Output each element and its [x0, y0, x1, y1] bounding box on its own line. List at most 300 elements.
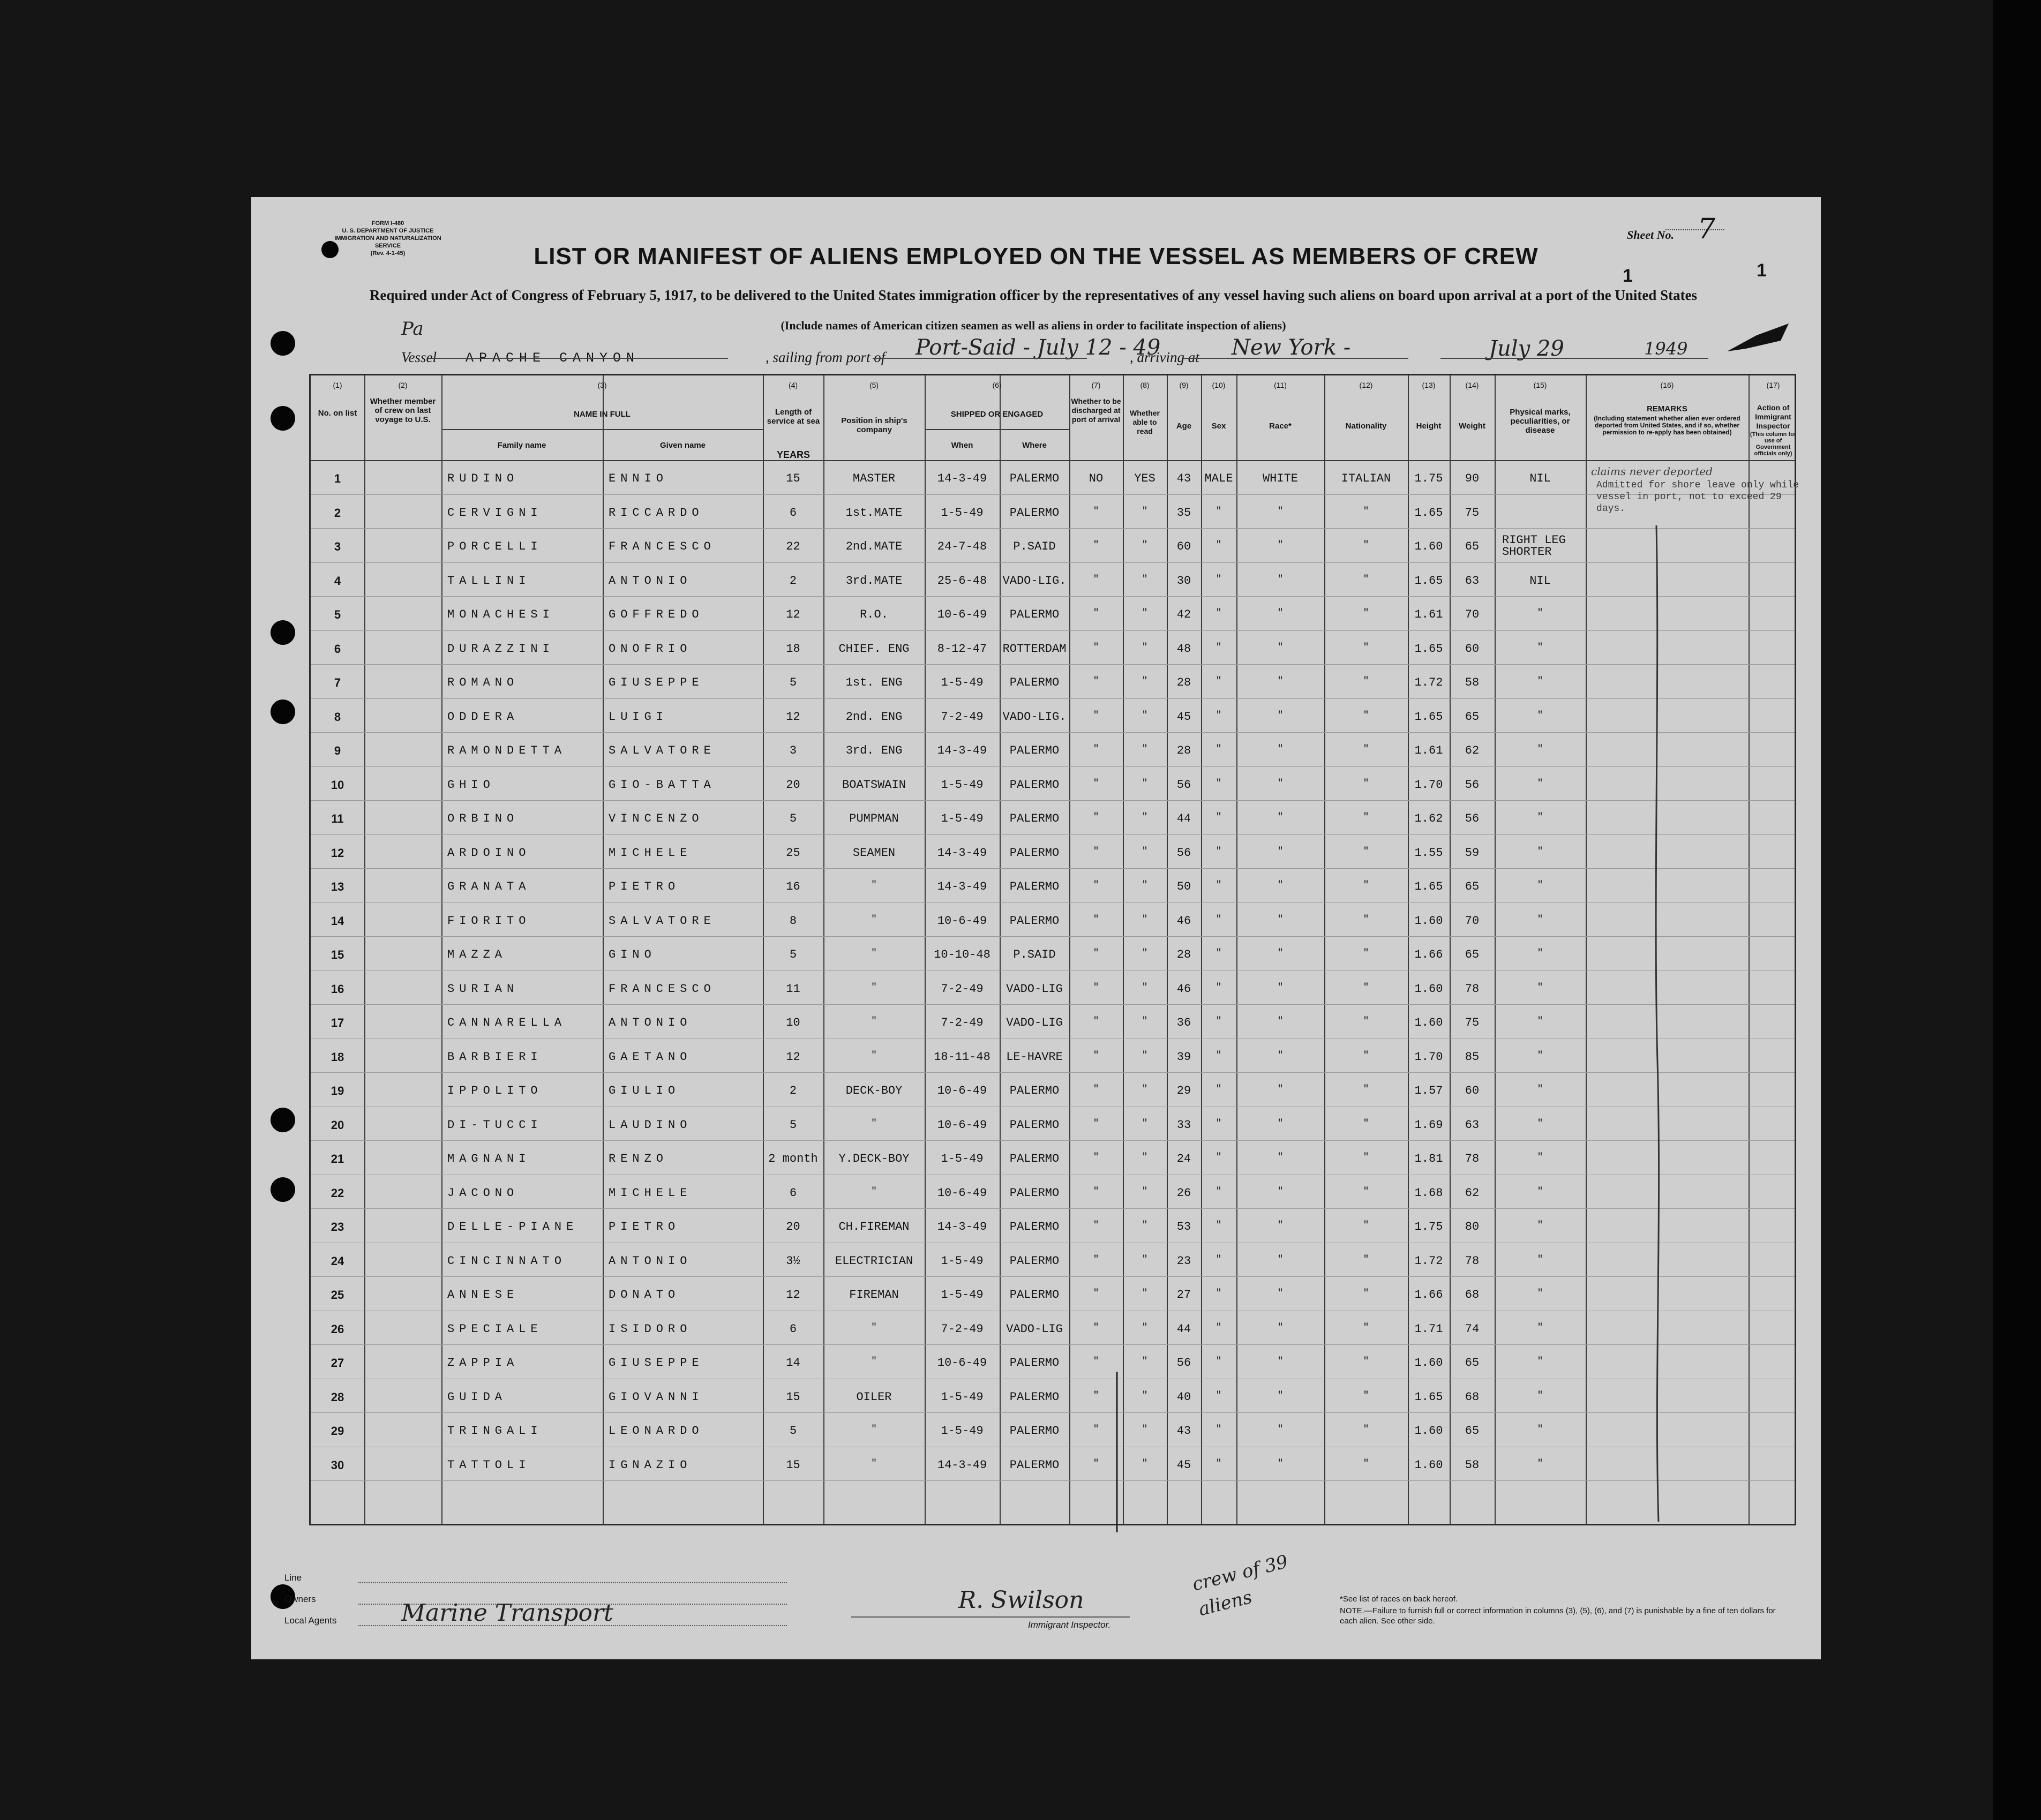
cell-where: PALERMO [1009, 1152, 1060, 1165]
ditto-mark: " [1093, 1118, 1099, 1129]
cell-given: SALVATORE [609, 744, 716, 757]
cell-family: SPECIALE [447, 1322, 543, 1336]
cell-weight: 62 [1465, 744, 1480, 757]
ditto-mark: " [871, 914, 877, 925]
header-name-in-full: NAME IN FULL [574, 410, 631, 419]
ditto-mark: " [1093, 1356, 1099, 1367]
cell-where: VADO-LIG [1006, 982, 1063, 996]
cell-position: 3rd.MATE [845, 574, 903, 588]
remarks-ditto-line [1650, 525, 1666, 1522]
cell-weight: 62 [1465, 1186, 1480, 1200]
cell-height: 1.68 [1414, 1186, 1443, 1200]
ditto-mark: " [1093, 642, 1099, 653]
cell-when: 1-5-49 [941, 1152, 984, 1165]
cell-weight: 65 [1465, 540, 1480, 553]
ditto-mark: " [1277, 574, 1284, 585]
column-number: (6) [992, 381, 1002, 389]
ditto-mark: " [1093, 540, 1099, 551]
cell-where: PALERMO [1009, 880, 1060, 893]
ditto-mark: " [1142, 710, 1148, 721]
cell-when: 10-6-49 [937, 1118, 987, 1132]
cell-height: 1.66 [1414, 948, 1443, 961]
ditto-mark: " [1537, 1016, 1543, 1027]
header-position: Position in ship's company [841, 416, 907, 434]
ditto-mark: " [1093, 812, 1099, 823]
ditto-mark: " [1363, 1322, 1369, 1333]
cell-no: 30 [331, 1458, 344, 1472]
inspector-signature: R. Swilson [958, 1586, 1084, 1614]
inspector-label: Immigrant Inspector. [1028, 1620, 1111, 1630]
cell-height: 1.75 [1414, 472, 1443, 485]
cell-weight: 75 [1465, 1016, 1480, 1029]
requirement-statement: Required under Act of Congress of February 5, 1917, to be delivered to the United States immigration officer by the representatives of any vessel having such aliens on board upon arrival at a port of the United States [369, 287, 1698, 303]
ditto-mark: " [871, 982, 877, 993]
header-discharged: Whether to be discharged at port of arrival [1071, 397, 1121, 424]
ditto-mark: " [1215, 1152, 1222, 1163]
cell-where: VADO-LIG [1006, 1016, 1063, 1029]
cell-weight: 65 [1465, 1356, 1480, 1370]
cell-when: 18-11-48 [934, 1050, 991, 1064]
cell-weight: 63 [1465, 1118, 1480, 1132]
cell-height: 1.55 [1414, 846, 1443, 860]
ditto-mark: " [1277, 642, 1284, 653]
cell-age: 44 [1176, 1322, 1191, 1336]
ditto-mark: " [871, 1016, 877, 1027]
ditto-mark: " [1142, 1322, 1148, 1333]
cell-weight: 68 [1465, 1288, 1480, 1302]
ditto-mark: " [1363, 1050, 1369, 1061]
cell-years: 2 [789, 1084, 797, 1097]
cell-years: 3 [789, 744, 797, 757]
ditto-mark: " [1277, 914, 1284, 925]
ditto-mark: " [1537, 1152, 1543, 1163]
cell-given: GOFFREDO [609, 608, 704, 621]
table-row [311, 1413, 1795, 1447]
cell-where: P.SAID [1013, 948, 1056, 961]
ditto-mark: " [1537, 914, 1543, 925]
ditto-mark: " [1142, 982, 1148, 993]
cell-height: 1.61 [1414, 744, 1443, 757]
cell-position: ELECTRICIAN [835, 1254, 913, 1268]
cell-weight: 70 [1465, 608, 1480, 621]
ditto-mark: " [1215, 676, 1222, 687]
cell-years: 5 [789, 676, 797, 689]
cell-years: 18 [786, 642, 800, 656]
crew-table [309, 374, 1799, 1525]
cell-when: 1-5-49 [941, 1424, 984, 1438]
column-number: (4) [788, 381, 798, 389]
cell-height: 1.65 [1414, 710, 1443, 724]
cell-position: CHIEF. ENG [838, 642, 910, 656]
ditto-mark: " [1277, 506, 1284, 517]
ditto-mark: " [1537, 948, 1543, 959]
ditto-mark: " [1537, 846, 1543, 857]
row-rule [311, 1140, 1795, 1141]
cell-age: 28 [1176, 948, 1191, 961]
cell-position: PUMPMAN [849, 812, 899, 825]
cell-family: PORCELLI [447, 540, 543, 553]
cell-family: FIORITO [447, 914, 531, 928]
ditto-mark: " [871, 1186, 877, 1197]
cell-age: 56 [1176, 1356, 1191, 1370]
cell-given: GINO [609, 948, 656, 961]
cell-when: 7-2-49 [941, 1016, 984, 1029]
cell-where: PALERMO [1009, 676, 1060, 689]
cell-when: 14-3-49 [937, 1220, 987, 1234]
table-row [311, 1345, 1795, 1379]
column-number: (7) [1091, 381, 1101, 389]
ditto-mark: " [1093, 506, 1099, 517]
ditto-mark: " [1093, 744, 1099, 755]
ditto-mark: " [1537, 1118, 1543, 1129]
column-number: (1) [333, 381, 342, 389]
cell-where: PALERMO [1009, 1084, 1060, 1097]
ditto-mark: " [1215, 1118, 1222, 1129]
ditto-mark: " [1537, 1186, 1543, 1197]
date-underline [1440, 358, 1708, 359]
cell-no: 17 [331, 1016, 344, 1029]
cell-height: 1.65 [1414, 574, 1443, 588]
header-years: YEARS [776, 449, 810, 460]
cell-marks: NIL [1529, 574, 1551, 588]
cell-weight: 78 [1465, 982, 1480, 996]
cell-given: LUIGI [609, 710, 669, 724]
cell-years: 12 [786, 1288, 800, 1302]
ditto-mark: " [1215, 1390, 1222, 1401]
ditto-mark: " [1215, 1084, 1222, 1095]
cell-position: 2nd. ENG [845, 710, 903, 724]
table-row [311, 1312, 1795, 1345]
table-row [311, 597, 1795, 631]
cell-when: 10-6-49 [937, 1084, 987, 1097]
cell-weight: 59 [1465, 846, 1480, 860]
vessel-name: APACHE CANYON [466, 350, 640, 366]
cell-weight: 90 [1465, 472, 1480, 485]
ditto-mark: " [1142, 1186, 1148, 1197]
row-rule [311, 1480, 1795, 1481]
ditto-mark: " [1215, 744, 1222, 755]
cell-given: GIO-BATTA [609, 778, 716, 792]
ditto-mark: " [871, 1118, 877, 1129]
cell-where: PALERMO [1009, 1424, 1060, 1438]
cell-years: 12 [786, 1050, 800, 1064]
cell-given: SALVATORE [609, 914, 716, 928]
cell-where: ROTTERDAM [1002, 642, 1067, 656]
ditto-mark: " [1537, 1050, 1543, 1061]
cell-height: 1.66 [1414, 1288, 1443, 1302]
document-title: LIST OR MANIFEST OF ALIENS EMPLOYED ON THE VESSEL AS MEMBERS OF CREW [534, 243, 1539, 269]
cell-years: 5 [789, 812, 797, 825]
cell-no: 18 [331, 1050, 344, 1064]
ditto-mark: " [871, 1424, 877, 1435]
arrival-date: July 29 [1489, 336, 1564, 361]
cell-given: IGNAZIO [609, 1458, 692, 1472]
cell-age: 42 [1176, 608, 1191, 621]
ditto-mark: " [1277, 710, 1284, 721]
sheet-number-line [1665, 229, 1724, 230]
cell-position: R.O. [860, 608, 888, 621]
ditto-mark: " [1093, 1254, 1099, 1265]
ditto-mark: " [1537, 1424, 1543, 1435]
cell-age: 53 [1176, 1220, 1191, 1234]
cell-where: PALERMO [1009, 608, 1060, 621]
ditto-mark: " [1363, 1356, 1369, 1367]
ditto-mark: " [1142, 1220, 1148, 1231]
ditto-mark: " [1142, 1356, 1148, 1367]
ditto-mark: " [1142, 608, 1148, 619]
cell-family: RAMONDETTA [447, 744, 567, 757]
ditto-mark: " [1277, 1118, 1284, 1129]
cell-given: GIUSEPPE [609, 1356, 704, 1370]
table-row [311, 937, 1795, 971]
cell-years: 2 month [768, 1152, 818, 1165]
cell-age: 50 [1176, 880, 1191, 893]
row-rule [311, 528, 1795, 529]
cell-family: IPPOLITO [447, 1084, 543, 1097]
cell-position: DECK-BOY [845, 1084, 903, 1097]
ditto-mark: " [1363, 846, 1369, 857]
cell-given: ANTONIO [609, 1016, 692, 1029]
ditto-mark: " [1142, 1458, 1148, 1469]
cell-no: 2 [334, 506, 341, 520]
cell-age: 36 [1176, 1016, 1191, 1029]
cell-height: 1.60 [1414, 982, 1443, 996]
ink-tick [1114, 1372, 1120, 1532]
table-row [311, 1073, 1795, 1107]
ditto-mark: " [1093, 1390, 1099, 1401]
table-row [311, 733, 1795, 767]
ditto-mark: " [1215, 1050, 1222, 1061]
row-rule [311, 596, 1795, 597]
cell-when: 1-5-49 [941, 778, 984, 792]
ditto-mark: " [1277, 812, 1284, 823]
ditto-mark: " [1215, 914, 1222, 925]
cell-when: 14-3-49 [937, 846, 987, 860]
ditto-mark: " [1093, 1084, 1099, 1095]
cell-position: FIREMAN [849, 1288, 899, 1302]
cell-given: PIETRO [609, 1220, 680, 1234]
cell-weight: 65 [1465, 710, 1480, 724]
cell-when: 7-2-49 [941, 710, 984, 724]
inspector-signature-line [851, 1616, 1130, 1618]
cell-family: GHIO [447, 778, 495, 792]
cell-height: 1.81 [1414, 1152, 1443, 1165]
ditto-mark: " [1093, 778, 1099, 789]
row-rule [311, 936, 1795, 937]
ditto-mark: " [1537, 1084, 1543, 1095]
cell-height: 1.65 [1414, 642, 1443, 656]
cell-family: BARBIERI [447, 1050, 543, 1064]
cell-age: 46 [1176, 982, 1191, 996]
cell-no: 29 [331, 1424, 344, 1438]
cell-weight: 56 [1465, 812, 1480, 825]
line-field [358, 1582, 787, 1583]
cell-discharged: NO [1089, 472, 1104, 485]
cell-age: 29 [1176, 1084, 1191, 1097]
cell-given: FRANCESCO [609, 540, 716, 553]
cell-height: 1.60 [1414, 540, 1443, 553]
cell-family: GUIDA [447, 1390, 507, 1404]
cell-family: DELLE-PIANE [447, 1220, 579, 1234]
cell-where: P.SAID [1013, 540, 1056, 553]
table-row [311, 1005, 1795, 1039]
column-number: (15) [1533, 381, 1547, 389]
cell-age: 33 [1176, 1118, 1191, 1132]
column-number: (2) [398, 381, 408, 389]
ditto-mark: " [1277, 778, 1284, 789]
ditto-mark: " [1363, 1424, 1369, 1435]
header-able-read: Whether able to read [1130, 409, 1160, 435]
header-physical-marks: Physical marks, peculiarities, or disease [1510, 408, 1571, 435]
cell-given: MICHELE [609, 1186, 692, 1200]
cell-given: ENNIO [609, 472, 669, 485]
cell-position: SEAMEN [852, 846, 896, 860]
ditto-mark: " [1093, 1050, 1099, 1061]
cell-age: 60 [1176, 540, 1191, 553]
ditto-mark: " [1363, 1288, 1369, 1299]
ditto-mark: " [1363, 1084, 1369, 1095]
cell-years: 5 [789, 1424, 797, 1438]
ditto-mark: " [1215, 1288, 1222, 1299]
port-annotation: Pa [401, 318, 424, 340]
ditto-mark: " [1093, 1458, 1099, 1469]
cell-years: 15 [786, 1458, 800, 1472]
cell-family: ROMANO [447, 676, 519, 689]
cell-given: VINCENZO [609, 812, 704, 825]
sailing-from: Port-Said - July 12 - 49 [916, 335, 1161, 360]
table-row [311, 904, 1795, 937]
sheet-mark: 1 [1757, 260, 1767, 281]
ditto-mark: " [1142, 1050, 1148, 1061]
cell-where: PALERMO [1009, 1390, 1060, 1404]
cell-family: CANNARELLA [447, 1016, 567, 1029]
cell-weight: 63 [1465, 574, 1480, 588]
ditto-mark: " [1142, 1288, 1148, 1299]
ditto-mark: " [1363, 1390, 1369, 1401]
header-weight: Weight [1459, 422, 1485, 431]
cell-years: 20 [786, 1220, 800, 1234]
row-rule [311, 800, 1795, 801]
ditto-mark: " [1537, 1322, 1543, 1333]
ditto-mark: " [1142, 1118, 1148, 1129]
ditto-mark: " [1277, 982, 1284, 993]
punch-hole [271, 1177, 295, 1202]
cell-family: CINCINNATO [447, 1254, 567, 1268]
cell-family: GRANATA [447, 880, 531, 893]
sheet-number-label: Sheet No. [1627, 228, 1674, 242]
ditto-mark: " [1142, 1254, 1148, 1265]
row-rule [311, 664, 1795, 665]
ditto-mark: " [1215, 948, 1222, 959]
ditto-mark: " [1215, 1458, 1222, 1469]
ditto-mark: " [1537, 710, 1543, 721]
row-rule [311, 1276, 1795, 1277]
cell-where: PALERMO [1009, 914, 1060, 928]
ditto-mark: " [1277, 1356, 1284, 1367]
arriving-underline [1183, 358, 1408, 359]
remarks-typed: Admitted for shore leave only while vessel in port, not to exceed 29 days. [1596, 480, 1799, 514]
cell-given: GAETANO [609, 1050, 692, 1064]
table-row [311, 461, 1795, 495]
ditto-mark: " [1093, 846, 1099, 857]
cell-where: PALERMO [1009, 1458, 1060, 1472]
ditto-mark: " [1142, 778, 1148, 789]
header-rule [925, 429, 1069, 430]
cell-no: 27 [331, 1356, 344, 1370]
cell-no: 4 [334, 574, 341, 588]
cell-age: 35 [1176, 506, 1191, 520]
ditto-mark: " [1537, 1390, 1543, 1401]
column-number: (10) [1212, 381, 1226, 389]
form-revision: (Rev. 4-1-45) [370, 250, 406, 257]
cell-height: 1.61 [1414, 608, 1443, 621]
ditto-mark: " [1142, 744, 1148, 755]
ditto-mark: " [1537, 1254, 1543, 1265]
cell-height: 1.62 [1414, 812, 1443, 825]
cell-height: 1.60 [1414, 1356, 1443, 1370]
ditto-mark: " [1215, 880, 1222, 891]
cell-when: 14-3-49 [937, 472, 987, 485]
sailing-underline [873, 358, 1087, 359]
table-row [311, 631, 1795, 665]
cell-when: 1-5-49 [941, 1390, 984, 1404]
cell-years: 11 [786, 982, 800, 996]
row-rule [311, 732, 1795, 733]
cell-family: TALLINI [447, 574, 531, 588]
ditto-mark: " [1363, 676, 1369, 687]
cell-height: 1.71 [1414, 1322, 1443, 1336]
cell-weight: 74 [1465, 1322, 1480, 1336]
table-row [311, 665, 1795, 699]
ditto-mark: " [1215, 608, 1222, 619]
cell-no: 15 [331, 948, 344, 961]
column-number: (9) [1179, 381, 1189, 389]
cell-position: BOATSWAIN [842, 778, 906, 792]
column-number: (11) [1274, 381, 1287, 389]
cell-when: 10-6-49 [937, 608, 987, 621]
ditto-mark: " [1093, 1322, 1099, 1333]
cell-where: LE-HAVRE [1006, 1050, 1063, 1064]
ditto-mark: " [1142, 1084, 1148, 1095]
ditto-mark: " [1277, 1152, 1284, 1163]
ditto-mark: " [1215, 1356, 1222, 1367]
cell-height: 1.70 [1414, 778, 1443, 792]
cell-weight: 70 [1465, 914, 1480, 928]
punch-hole [271, 700, 295, 724]
cell-no: 8 [334, 710, 341, 724]
cell-family: JACONO [447, 1186, 519, 1200]
cell-no: 9 [334, 744, 341, 757]
sheet-mark: 1 [1623, 266, 1633, 286]
cell-family: ZAPPIA [447, 1356, 519, 1370]
cell-no: 28 [331, 1390, 344, 1404]
cell-height: 1.57 [1414, 1084, 1443, 1097]
ditto-mark: " [1215, 540, 1222, 551]
ditto-mark: " [1537, 744, 1543, 755]
table-row [311, 700, 1795, 733]
row-rule [311, 1344, 1795, 1345]
cell-marks: NIL [1529, 472, 1551, 485]
cell-weight: 80 [1465, 1220, 1480, 1234]
cell-weight: 68 [1465, 1390, 1480, 1404]
cell-where: PALERMO [1009, 778, 1060, 792]
ditto-mark: " [1537, 812, 1543, 823]
ditto-mark: " [1537, 1288, 1543, 1299]
punch-hole [271, 406, 295, 431]
cell-age: 27 [1176, 1288, 1191, 1302]
manifest-sheet [251, 197, 1821, 1659]
cell-family: TRINGALI [447, 1424, 543, 1438]
